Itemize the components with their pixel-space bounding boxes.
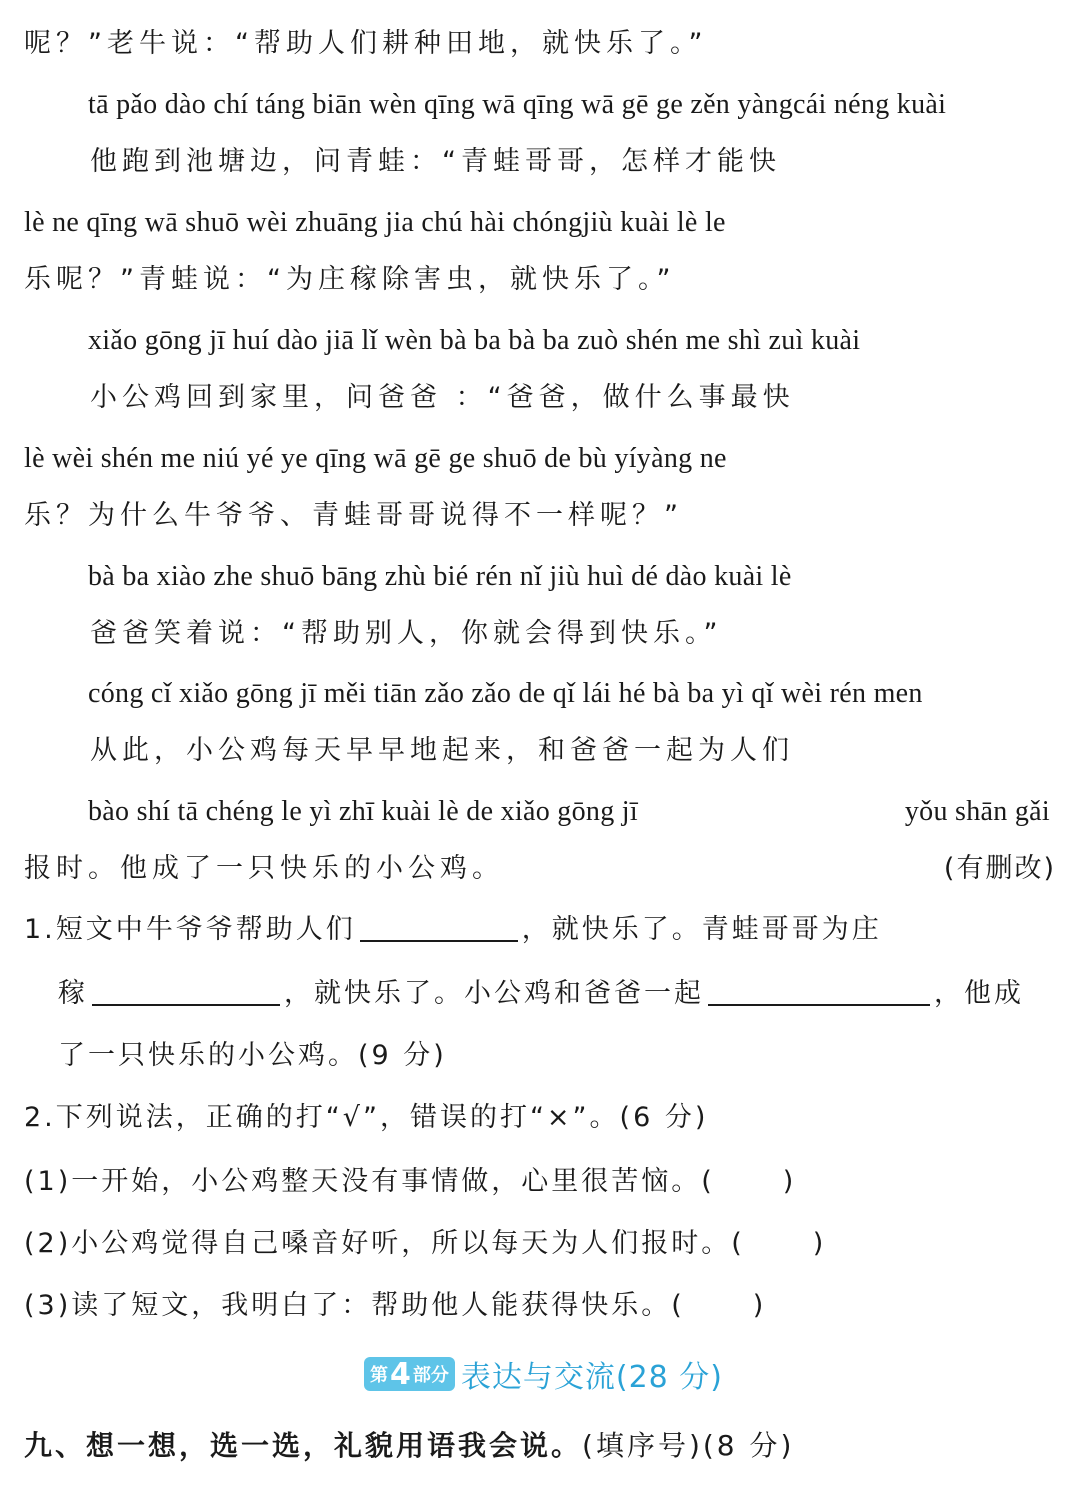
q9-title-text: 九、想一想，选一选，礼貌用语我会说。 [24, 1429, 583, 1462]
passage-line-11: 爸爸笑着说：“帮助别人，你就会得到快乐。” [90, 618, 723, 649]
q2-item-3-close: ) [752, 1290, 767, 1321]
q2-item-1 [24, 1164, 796, 1200]
q2-item-3 [24, 1288, 766, 1324]
section-title: 表达与交流(28 分) [460, 1360, 723, 1395]
q1-text-d: ，就快乐了。小公鸡和爸爸一起 [284, 978, 704, 1009]
q2-item-2-text: (2)小公鸡觉得自己嗓音好听，所以每天为人们报时。( [24, 1228, 745, 1259]
question-9-title [24, 1424, 794, 1464]
q2-item-2-close: ) [812, 1228, 827, 1259]
q2-item-1-text: (1)一开始，小公鸡整天没有事情做，心里很苦恼。( [24, 1166, 715, 1197]
q1-text-e: ，他成 [934, 978, 1024, 1009]
passage-line-1: 呢？”老牛说：“帮助人们耕种田地，就快乐了。” [24, 28, 708, 59]
pinyin-line-2: tā pǎo dào chí táng biān wèn qīng wā qīng wā gē ge zěn yàngcái néng kuài [88, 89, 947, 120]
pinyin-line-12: cóng cǐ xiǎo gōng jī měi tiān zǎo zǎo de qǐ lái hé bà ba yì qǐ wèi rén men [88, 678, 923, 709]
badge-suffix: 部分 [412, 1365, 449, 1386]
q1-text-c: 稼 [58, 978, 88, 1009]
passage-line-13: 从此，小公鸡每天早早地起来，和爸爸一起为人们 [90, 735, 794, 766]
q9-note: (填序号)(8 分) [582, 1429, 795, 1462]
question-1-line-1 [24, 912, 882, 948]
q2-item-1-close: ) [782, 1166, 797, 1197]
badge-prefix: 第 [370, 1365, 388, 1386]
pinyin-source-note: yǒu shān gǎi [904, 796, 1050, 827]
pinyin-line-4: lè ne qīng wā shuō wèi zhuāng jia chú hài chóngjiù kuài lè le [24, 207, 726, 238]
q1-text-a: 1.短文中牛爷爷帮助人们 [24, 914, 356, 945]
q1-blank-2[interactable] [92, 978, 280, 1006]
pinyin-line-6: xiǎo gōng jī huí dào jiā lǐ wèn bà ba bà ba zuò shén me shì zuì kuài [88, 325, 861, 356]
q1-blank-1[interactable] [360, 914, 518, 942]
q1-blank-3[interactable] [708, 978, 930, 1006]
section-badge [364, 1357, 455, 1391]
pinyin-line-10: bà ba xiào zhe shuō bāng zhù bié rén nǐ jiù huì dé dào kuài lè [88, 561, 792, 592]
question-1-line-3: 了一只快乐的小公鸡。(9 分) [58, 1040, 447, 1071]
badge-number: 4 [390, 1356, 411, 1392]
source-note: (有删改) [943, 853, 1056, 884]
passage-line-5: 乐呢？”青蛙说：“为庄稼除害虫，就快乐了。” [24, 264, 676, 295]
section-4-banner [364, 1352, 723, 1396]
q1-text-b: ，就快乐了。青蛙哥哥为庄 [521, 914, 882, 945]
passage-line-7: 小公鸡回到家里，问爸爸 ：“爸爸，做什么事最快 [90, 382, 795, 413]
question-1-line-2 [58, 976, 1024, 1012]
q2-item-3-text: (3)读了短文，我明白了：帮助他人能获得快乐。( [24, 1290, 685, 1321]
pinyin-line-8: lè wèi shén me niú yé ye qīng wā gē ge shuō de bù yíyàng ne [24, 443, 727, 474]
question-2-title: 2.下列说法，正确的打“√”，错误的打“×”。(6 分) [24, 1102, 709, 1133]
passage-line-15: 报时。他成了一只快乐的小公鸡。 [24, 853, 504, 884]
q2-item-2 [24, 1226, 826, 1262]
passage-line-3: 他跑到池塘边，问青蛙：“青蛙哥哥，怎样才能快 [90, 146, 781, 177]
passage-line-9: 乐？为什么牛爷爷、青蛙哥哥说得不一样呢？” [24, 500, 683, 531]
pinyin-line-14: bào shí tā chéng le yì zhī kuài lè de xiǎo gōng jī [88, 796, 638, 827]
